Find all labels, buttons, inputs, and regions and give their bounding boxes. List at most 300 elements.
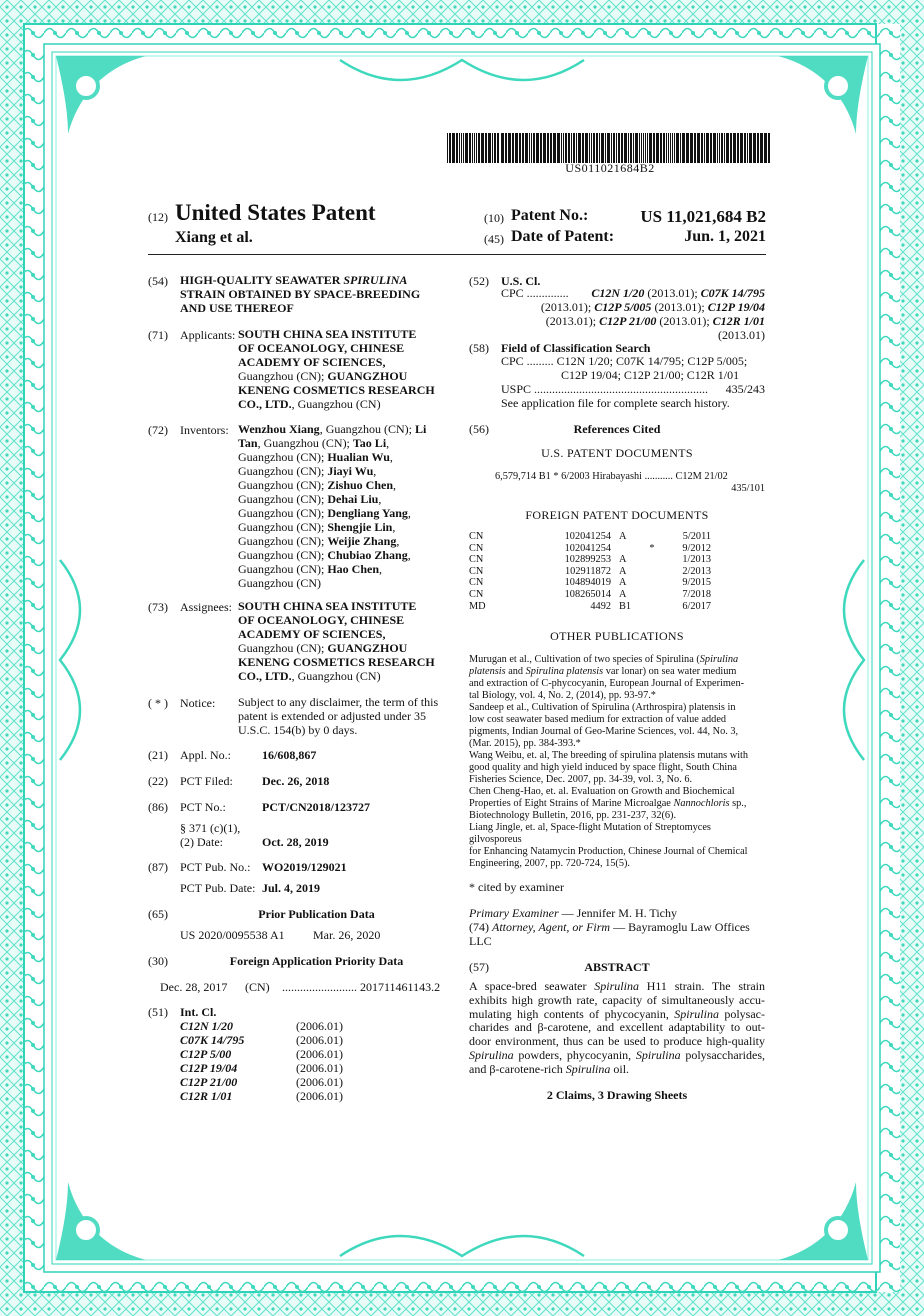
barcode-bar	[635, 133, 638, 163]
int-cl-item	[180, 1089, 380, 1103]
text-span: low cost seawater based medium for extraction of value added	[469, 714, 727, 725]
barcode-bar	[607, 133, 610, 163]
text-span: Tao Li	[352, 436, 387, 450]
text-span: Chen Cheng-Hao, et. al. Evaluation on Growth and Biochemical	[469, 786, 735, 797]
foreign-patent-cell: CN	[469, 565, 484, 577]
cpc-code: C12R 1/01	[712, 314, 765, 328]
inventor-line	[238, 534, 453, 548]
foreign-patent-cell: MD	[469, 600, 486, 612]
barcode-bar	[737, 133, 739, 163]
text-span: 435/243	[725, 382, 765, 396]
text-span: Properties of Eight Strains of Marine Microalgae	[469, 798, 674, 809]
barcode-bar	[744, 133, 746, 163]
barcode-bar	[764, 133, 767, 163]
foreign-patent-row	[469, 531, 711, 543]
text-span: Dehai Liu	[327, 492, 379, 506]
text-span: (2013.01);	[540, 300, 595, 314]
cpc-code: C07K 14/795	[700, 286, 765, 300]
examiner-name: — Jennifer M. H. Tichy	[558, 906, 677, 920]
text-span: GUANGZHOU	[327, 641, 408, 655]
text-span: USPC ..........................................................	[501, 382, 709, 396]
text-span: Spirulina	[674, 1006, 719, 1021]
barcode-bar	[525, 133, 528, 163]
foreign-patent-cell: 5/2011	[682, 531, 711, 542]
appl-no-value: 16/608,867	[262, 748, 317, 762]
text-span: Hao Chen	[327, 562, 380, 576]
text-line: OF OCEANOLOGY, CHINESE	[238, 613, 405, 627]
foreign-patent-cell: 102041254	[564, 542, 611, 554]
text-span: Weijie Zhang	[327, 534, 397, 548]
text-span: ,	[379, 562, 383, 576]
text-span: (2013.01);	[656, 314, 713, 328]
abstract-line	[469, 1035, 765, 1049]
barcode-bar	[529, 133, 530, 163]
foreign-patent-cell: 2/2013	[682, 565, 711, 577]
int-cl-version: (2006.01)	[296, 1075, 343, 1089]
barcode-bar	[565, 133, 567, 163]
foreign-patent-cell: 102911872	[565, 565, 611, 577]
text-span: (2013.01);	[644, 286, 701, 300]
barcode-bar	[540, 133, 542, 163]
int-cl-code: C12P 21/00	[180, 1075, 238, 1089]
barcode-bar	[670, 133, 671, 163]
text-span: sp.,	[729, 798, 747, 809]
barcode-bar	[710, 133, 712, 163]
text-span: , Guangzhou (CN)	[291, 669, 381, 683]
abstract-line	[469, 994, 765, 1008]
abstract-line	[469, 1021, 765, 1035]
inventor-line	[238, 562, 453, 576]
barcode-bar	[497, 133, 499, 163]
barcode-bar	[704, 133, 705, 163]
text-span: Shengjie Lin	[327, 520, 393, 534]
inid-54: (54)	[148, 274, 168, 288]
barcode-bar	[726, 133, 729, 163]
other-pub-line	[469, 822, 765, 846]
int-cl-item	[180, 1019, 380, 1033]
text-line: OF OCEANOLOGY, CHINESE	[238, 341, 405, 355]
barcode-bar	[643, 133, 644, 163]
text-line: CPC ......... C12N 1/20; C07K 14/795; C12P 5/005;	[501, 354, 748, 368]
text-span: (Mar. 2015), pp. 384-393.*	[469, 738, 581, 749]
barcode-bar	[749, 133, 752, 163]
barcode-bar	[508, 133, 511, 163]
int-cl-item	[180, 1061, 380, 1075]
foreign-patent-cell: CN	[469, 542, 484, 554]
foreign-patent-cell: CN	[469, 554, 484, 566]
text-span: Nannochloris	[673, 798, 730, 809]
barcode-bar	[481, 133, 484, 163]
barcode-bar	[630, 133, 632, 163]
barcode-bar	[760, 133, 763, 163]
barcode-bar	[501, 133, 504, 163]
foreign-patent-cell: A	[619, 565, 627, 577]
barcode-bar	[596, 133, 598, 163]
text-span: Wang Weibu, et. al, The breeding of spirulina platensis mutans with	[469, 750, 749, 761]
text-span: (2013.01);	[545, 314, 600, 328]
barcode-bar	[680, 133, 681, 163]
foreign-patent-row	[469, 554, 711, 566]
field-search-value	[501, 354, 765, 410]
text-span: Spirulina	[699, 654, 739, 665]
inventor-line	[238, 548, 453, 562]
barcode-bar	[663, 133, 665, 163]
int-cl-item	[180, 1033, 380, 1047]
barcode-bar	[613, 133, 615, 163]
inventor-line	[238, 576, 453, 590]
inid-21: (21)	[148, 748, 168, 762]
applicants-value	[238, 327, 453, 411]
inid-52: (52)	[469, 274, 489, 288]
other-publications	[469, 654, 765, 870]
appl-no-label: Appl. No.:	[180, 748, 231, 762]
barcode-bar	[452, 133, 455, 163]
barcode-bar	[547, 133, 549, 163]
inid-57: (57)	[469, 960, 489, 974]
other-pub-line	[469, 810, 765, 822]
document-title: United States Patent	[175, 200, 376, 225]
int-cl-item	[180, 1075, 380, 1089]
barcode-bar	[719, 133, 720, 163]
text-span: ,	[396, 534, 400, 548]
barcode-bar	[641, 133, 642, 163]
barcode-bar	[633, 133, 634, 163]
attorney-label: Attorney, Agent, or Firm	[492, 920, 611, 934]
foreign-patent-cell	[643, 554, 661, 566]
barcode-bar	[589, 133, 590, 163]
foreign-patent-cell: A	[619, 531, 627, 542]
authors: Xiang et al.	[175, 229, 253, 246]
abstract-line	[469, 980, 765, 994]
other-pub-line	[469, 666, 765, 678]
us-cl-value	[501, 286, 765, 342]
barcode-bar	[476, 133, 477, 163]
other-pub-line	[469, 786, 765, 798]
barcode-bar	[653, 133, 655, 163]
text-span: H11 strain. The strain	[638, 979, 765, 993]
abstract-heading: ABSTRACT	[584, 960, 650, 974]
barcode-bar	[747, 133, 748, 163]
text-span: Chubiao Zhang	[327, 548, 408, 562]
inventor-line	[238, 436, 453, 450]
inid-65: (65)	[148, 907, 168, 921]
s371-label: § 371 (c)(1),	[180, 821, 241, 835]
barcode-bar	[618, 133, 620, 163]
barcode-bar	[469, 133, 471, 163]
barcode-bar	[585, 133, 588, 163]
foreign-patent-cell: 9/2015	[682, 577, 711, 589]
text-span: pigments, Indian Journal of Geo-Marine Sciences, vol. 44, No. 3,	[469, 726, 739, 737]
text-span: Murugan et al., Cultivation of two species of Spirulina (	[469, 654, 700, 665]
text-span: charides and β-carotene, and excellent adaptability to out-	[469, 1020, 765, 1035]
text-span: ,	[407, 548, 411, 562]
barcode-bar	[757, 133, 759, 163]
barcode-bar	[656, 133, 659, 163]
barcode	[447, 133, 773, 163]
int-cl-code: C12N 1/20	[180, 1019, 234, 1033]
other-pub-line	[469, 702, 765, 714]
barcode-bar	[694, 133, 696, 163]
text-span: Jiayi Wu	[327, 464, 374, 478]
barcode-bar	[624, 133, 627, 163]
foreign-patent-cell: 1/2013	[682, 554, 711, 566]
inventor-line	[238, 492, 453, 506]
pct-pub-date-label: PCT Pub. Date:	[180, 881, 256, 895]
abstract-line	[469, 1008, 765, 1022]
int-cl-version: (2006.01)	[296, 1089, 343, 1103]
inid-51: (51)	[148, 1005, 168, 1019]
foreign-patent-cell: 102041254	[564, 531, 611, 542]
int-cl-code: C12P 5/00	[180, 1047, 232, 1061]
inventor-line	[238, 464, 453, 478]
barcode-bar	[531, 133, 532, 163]
foreign-patent-cell: A	[619, 554, 627, 566]
barcode-bar	[449, 133, 451, 163]
text-line: U.S.C. 154(b) by 0 days.	[238, 723, 358, 737]
notice-code: ( * )	[148, 696, 168, 710]
barcode-bar	[522, 133, 524, 163]
text-span: Guangzhou (CN);	[238, 548, 328, 562]
barcode-bar	[686, 133, 689, 163]
date-of-patent: Jun. 1, 2021	[684, 228, 766, 245]
barcode-bar	[465, 133, 468, 163]
barcode-number: US011021684B2	[565, 161, 655, 175]
barcode-bar	[512, 133, 514, 163]
inid-code-12: (12)	[148, 210, 168, 224]
title-part: HIGH-QUALITY SEAWATER	[180, 273, 344, 287]
foreign-patent-row	[469, 566, 711, 578]
int-cl-version: (2006.01)	[296, 1019, 343, 1033]
foreign-patent-row	[469, 543, 711, 555]
barcode-bar	[706, 133, 709, 163]
text-span: CPC ..............	[501, 286, 569, 300]
text-span: CO., LTD.	[238, 397, 292, 411]
foreign-patent-cell: 102899253	[564, 554, 611, 566]
title-part: STRAIN OBTAINED BY SPACE-BREEDING	[180, 287, 421, 301]
barcode-bar	[474, 133, 475, 163]
text-span: Guangzhou (CN);	[238, 506, 328, 520]
int-cl-code: C07K 14/795	[180, 1033, 245, 1047]
text-line: (2013.01)	[718, 328, 765, 342]
barcode-bar	[668, 133, 669, 163]
foreign-patent-cell	[643, 531, 661, 543]
notice-value	[238, 695, 453, 737]
barcode-bar	[601, 133, 604, 163]
foreign-patent-cell	[643, 577, 661, 589]
barcode-bar	[690, 133, 693, 163]
barcode-bar	[578, 133, 581, 163]
text-span: ,	[407, 506, 411, 520]
other-pub-line	[469, 654, 765, 666]
text-span: ,	[392, 520, 396, 534]
barcode-bar	[701, 133, 703, 163]
foreign-patent-cell: 7/2018	[682, 588, 711, 600]
us-patent-ref: 6,579,714 B1 * 6/2003 Hirabayashi ........... C12M 21/02	[495, 471, 728, 482]
text-span: ,	[393, 478, 397, 492]
text-span: Guangzhou (CN);	[238, 369, 328, 383]
text-span: ,	[389, 450, 393, 464]
barcode-bar	[582, 133, 584, 163]
foreign-patent-row	[469, 577, 711, 589]
text-span: Guangzhou (CN);	[238, 562, 328, 576]
inid-73: (73)	[148, 600, 168, 614]
title-part-italic: SPIRULINA	[343, 273, 408, 287]
priority-heading: Foreign Application Priority Data	[229, 954, 404, 968]
text-span: Guangzhou (CN)	[238, 576, 321, 590]
foreign-patent-cell: *	[649, 542, 655, 554]
inventor-line	[238, 422, 453, 436]
barcode-bar	[713, 133, 716, 163]
inid-30: (30)	[148, 954, 168, 968]
patent-number: US 11,021,684 B2	[640, 207, 766, 226]
cpc-code: C12P 21/00	[599, 314, 657, 328]
prior-pub-date: Mar. 26, 2020	[313, 928, 381, 942]
barcode-bar	[472, 133, 473, 163]
foreign-patent-cell: 104894019	[564, 577, 611, 589]
foreign-patent-cell: A	[619, 588, 627, 600]
other-pub-line	[469, 690, 765, 702]
other-pub-line	[469, 726, 765, 738]
text-span: ,	[378, 492, 382, 506]
notice-label: Notice:	[180, 696, 216, 710]
barcode-bar	[563, 133, 564, 163]
text-span: powders, phycocyanin,	[513, 1047, 636, 1062]
text-span: Sandeep et al., Cultivation of Spirulina (Arthrospira) platensis in	[469, 702, 736, 713]
text-span: Guangzhou (CN);	[238, 641, 328, 655]
inventor-line	[238, 520, 453, 534]
barcode-bar	[456, 133, 458, 163]
text-span: Tan	[238, 436, 258, 450]
text-span: Guangzhou (CN);	[238, 520, 328, 534]
foreign-patent-cell: 9/2012	[682, 542, 711, 554]
us-patent-docs-heading: U.S. PATENT DOCUMENTS	[541, 446, 693, 460]
priority-date: Dec. 28, 2017	[160, 980, 228, 994]
barcode-bar	[447, 133, 448, 163]
other-pub-line	[469, 738, 765, 750]
text-line: SOUTH CHINA SEA INSTITUTE	[238, 599, 417, 613]
text-span: platensis	[469, 666, 506, 677]
text-span: Liang Jingle, et. al, Space-flight Mutation of Streptomyces gilvosporeus	[469, 822, 711, 845]
barcode-bar	[533, 133, 535, 163]
barcode-bar	[730, 133, 732, 163]
barcode-bar	[628, 133, 629, 163]
barcode-bar	[753, 133, 756, 163]
abstract-line	[469, 1063, 765, 1077]
pct-pub-date-value: Jul. 4, 2019	[262, 881, 321, 895]
pct-filed-value: Dec. 26, 2018	[262, 774, 330, 788]
barcode-bar	[553, 133, 556, 163]
barcode-bar	[697, 133, 700, 163]
s371-date-value: Oct. 28, 2019	[262, 835, 329, 849]
text-span: A space-bred seawater	[469, 979, 595, 993]
foreign-patent-cell: 6/2017	[682, 600, 711, 612]
claims-summary: 2 Claims, 3 Drawing Sheets	[546, 1088, 688, 1102]
text-span: Li	[415, 422, 427, 436]
barcode-bar	[639, 133, 640, 163]
text-span: for Enhancing Natamycin Production, Chinese Journal of Chemical	[469, 846, 748, 857]
pct-pub-no-value: WO2019/129021	[262, 860, 347, 874]
foreign-patent-cell: 108265014	[564, 588, 611, 600]
inid-code-10: (10)	[484, 211, 504, 225]
patent-number-label: Patent No.:	[511, 207, 589, 224]
text-span: and	[505, 666, 526, 677]
text-span: ,	[373, 464, 377, 478]
inventors-value	[238, 422, 453, 590]
text-span: Guangzhou (CN);	[238, 534, 328, 548]
text-span: Fisheries Science, Dec. 2007, pp. 34-39, vol. 3, No. 6.	[469, 774, 693, 785]
applicants-label: Applicants:	[180, 328, 236, 342]
barcode-bar	[721, 133, 723, 163]
text-span: oil.	[610, 1061, 630, 1076]
barcode-bar	[561, 133, 562, 163]
barcode-bar	[568, 133, 570, 163]
barcode-bar	[591, 133, 592, 163]
date-of-patent-label: Date of Patent:	[511, 228, 615, 245]
inid-87: (87)	[148, 860, 168, 874]
text-span: , Guangzhou (CN);	[319, 422, 416, 436]
text-span: Spirulina	[635, 1047, 681, 1062]
foreign-patent-cell	[643, 566, 661, 578]
barcode-bar	[543, 133, 546, 163]
text-span: var lonar) on sea water medium	[603, 666, 737, 677]
inid-74: (74)	[469, 920, 492, 934]
barcode-bar	[485, 133, 487, 163]
inid-72: (72)	[148, 423, 168, 437]
foreign-patent-docs-heading: FOREIGN PATENT DOCUMENTS	[525, 508, 709, 522]
barcode-bar	[717, 133, 718, 163]
pct-filed-label: PCT Filed:	[180, 774, 233, 788]
barcode-bar	[672, 133, 673, 163]
assignees-value	[238, 599, 453, 683]
text-span: and extraction of C-phycocyanin, European Journal of Experimen-	[469, 678, 745, 689]
inventor-line	[238, 450, 453, 464]
pct-pub-no-label: PCT Pub. No.:	[180, 860, 251, 874]
text-span: Hualian Wu	[327, 450, 390, 464]
barcode-bar	[660, 133, 662, 163]
cited-by-examiner: * cited by examiner	[469, 880, 564, 894]
references-heading: References Cited	[573, 422, 661, 436]
text-span: Guangzhou (CN);	[238, 464, 328, 478]
text-span: Spirulina platensis	[525, 666, 604, 677]
text-span: mulating high contents of phycocyanin,	[469, 1006, 675, 1021]
text-span: Biotechnology Bulletin, 2016, pp. 231-237, 32(6).	[469, 810, 677, 821]
inventor-line	[238, 478, 453, 492]
int-cl-heading: Int. Cl.	[180, 1005, 217, 1019]
barcode-bar	[647, 133, 648, 163]
barcode-bar	[724, 133, 725, 163]
text-span: ,	[386, 436, 390, 450]
barcode-bar	[515, 133, 518, 163]
text-span: , Guangzhou (CN)	[291, 397, 381, 411]
foreign-patent-table	[469, 531, 711, 612]
text-span: Guangzhou (CN);	[238, 478, 328, 492]
barcode-bar	[459, 133, 460, 163]
barcode-bar	[463, 133, 464, 163]
inventors-label: Inventors:	[180, 423, 229, 437]
inid-code-45: (45)	[484, 232, 504, 246]
barcode-bar	[740, 133, 743, 163]
foreign-patent-cell: CN	[469, 577, 484, 589]
barcode-bar	[505, 133, 507, 163]
text-span: door environment, thus can be used to produce high-quality	[469, 1034, 765, 1049]
text-span: CO., LTD.	[238, 669, 292, 683]
barcode-bar	[599, 133, 600, 163]
other-pub-line	[469, 846, 765, 858]
title-part: AND USE THEREOF	[180, 301, 294, 315]
barcode-bar	[676, 133, 679, 163]
barcode-bar	[666, 133, 667, 163]
priority-country: (CN)	[245, 980, 270, 994]
